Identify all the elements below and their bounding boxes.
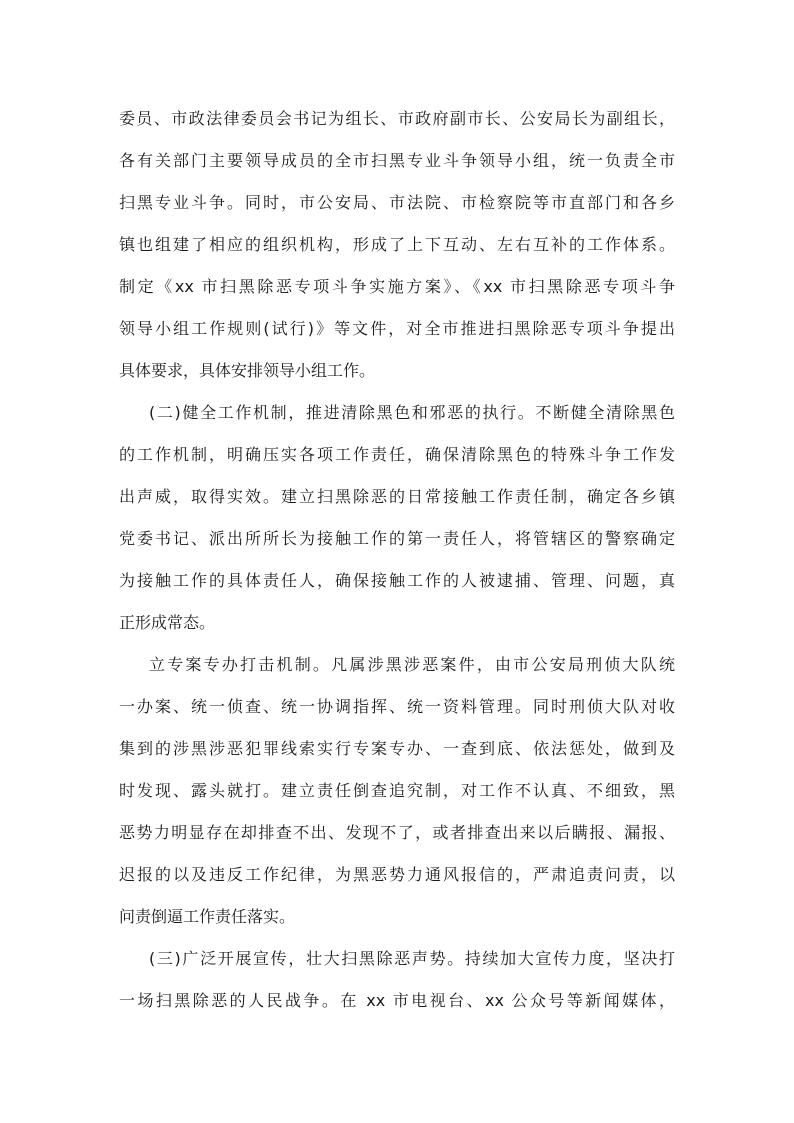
text-line: 一场扫黑除恶的人民战争。在 xx 市电视台、xx 公众号等新闻媒体， <box>119 991 675 1010</box>
text-line: 出声威，取得实效。建立扫黑除恶的日常接触工作责任制，确定各乡镇 <box>119 487 675 506</box>
text-line: 问责倒逼工作责任落实。 <box>119 907 296 926</box>
text-line: 镇也组建了相应的组织机构，形成了上下互动、左右互补的工作体系。 <box>119 235 675 254</box>
text-line: (二)健全工作机制，推进清除黑色和邪恶的执行。不断健全清除黑色 <box>149 403 675 422</box>
text-line: 具体要求，具体安排领导小组工作。 <box>119 361 376 380</box>
text-line: 恶势力明显存在却排查不出、发现不了，或者排查出来以后瞒报、漏报、 <box>119 823 675 842</box>
text-line: 党委书记、派出所所长为接触工作的第一责任人，将管辖区的警察确定 <box>119 529 675 548</box>
text-line: 扫黑专业斗争。同时，市公安局、市法院、市检察院等市直部门和各乡 <box>119 193 675 212</box>
text-line: 迟报的以及违反工作纪律，为黑恶势力通风报信的，严肃追责问责，以 <box>119 865 675 884</box>
text-line: 委员、市政法律委员会书记为组长、市政府副市长、公安局长为副组长， <box>119 109 675 128</box>
text-line: 集到的涉黑涉恶犯罪线索实行专案专办、一查到底、依法惩处，做到及 <box>119 739 675 758</box>
text-line: 制定《xx 市扫黑除恶专项斗争实施方案》、《xx 市扫黑除恶专项斗争 <box>119 277 675 296</box>
text-line: 立专案专办打击机制。凡属涉黑涉恶案件，由市公安局刑侦大队统 <box>149 655 675 674</box>
text-line: (三)广泛开展宣传，壮大扫黑除恶声势。持续加大宣传力度，坚决打 <box>149 949 675 968</box>
text-line: 领导小组工作规则(试行)》等文件，对全市推进扫黑除恶专项斗争提出 <box>119 319 675 338</box>
text-line: 一办案、统一侦查、统一协调指挥、统一资料管理。同时刑侦大队对收 <box>119 697 675 716</box>
text-line: 正形成常态。 <box>119 613 216 632</box>
text-line: 的工作机制，明确压实各项工作责任，确保清除黑色的特殊斗争工作发 <box>119 445 675 464</box>
text-line: 各有关部门主要领导成员的全市扫黑专业斗争领导小组，统一负责全市 <box>119 151 675 170</box>
text-line: 时发现、露头就打。建立责任倒查追究制，对工作不认真、不细致，黑 <box>119 781 675 800</box>
text-line: 为接触工作的具体责任人，确保接触工作的人被逮捕、管理、问题，真 <box>119 571 675 590</box>
